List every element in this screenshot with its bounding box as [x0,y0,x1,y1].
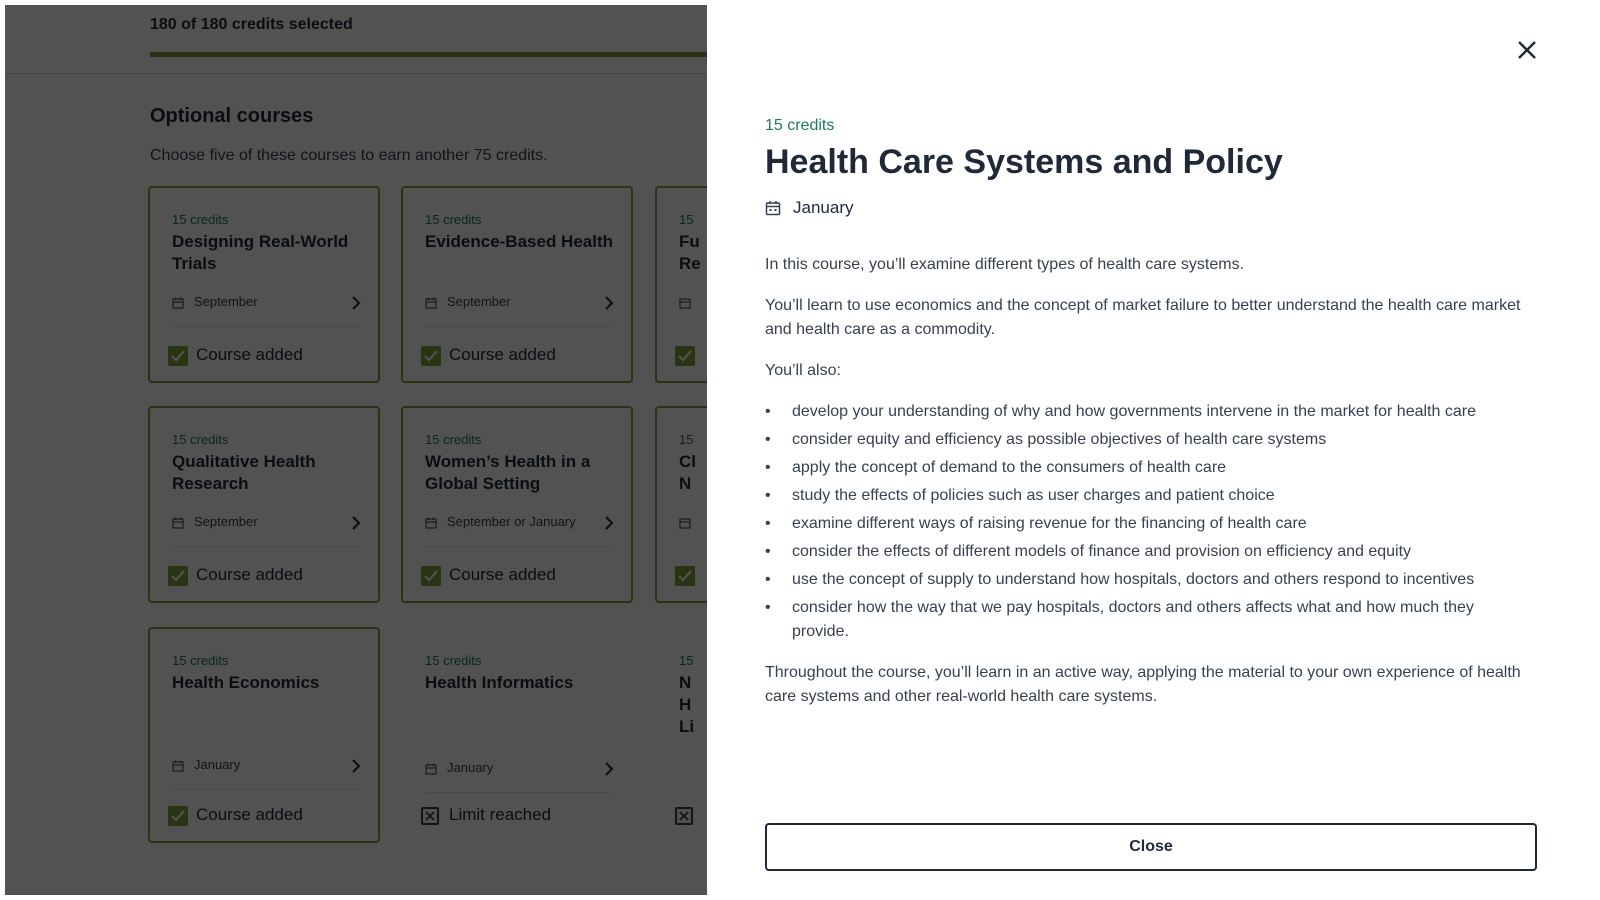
close-icon[interactable] [1515,38,1539,62]
course-details-panel [707,5,1595,895]
list-item: • consider how the way that we pay hospitals, doctors and others affects what and how much they provide. [765,596,1535,644]
modal-also-label: You’ll also: [765,362,841,379]
modal-backdrop[interactable] [5,5,707,895]
list-item: • study the effects of policies such as user charges and patient choice [765,484,1535,508]
modal-start-date: January [793,198,854,217]
modal-credits: 15 credits [765,117,835,134]
list-item: • examine different ways of raising revenue for the financing of health care [765,512,1535,536]
modal-title: Health Care Systems and Policy [765,143,1283,181]
modal-outro: Throughout the course, you’ll learn in an active way, applying the material to your own experience of health care systems and other real-world health care systems. [765,664,1521,705]
modal-description [765,253,1535,726]
modal-paragraph: You’ll learn to use economics and the concept of market failure to better understand the health care market and health care as a commodity. [765,297,1521,338]
course-selection-page [5,5,707,895]
list-item: • apply the concept of demand to the consumers of health care [765,456,1535,480]
list-item: • consider the effects of different models of finance and provision on efficiency and equity [765,540,1535,564]
list-item: • consider equity and efficiency as possible objectives of health care systems [765,428,1535,452]
modal-intro: In this course, you’ll examine different types of health care systems. [765,256,1245,273]
close-button[interactable]: Close [765,823,1537,871]
modal-outcomes-list [765,400,1535,644]
list-item: • use the concept of supply to understand how hospitals, doctors and others respond to incentives [765,568,1535,592]
list-item: • develop your understanding of why and how governments intervene in the market for health care [765,400,1535,424]
calendar-icon [765,200,781,216]
window-edge [1595,0,1600,900]
